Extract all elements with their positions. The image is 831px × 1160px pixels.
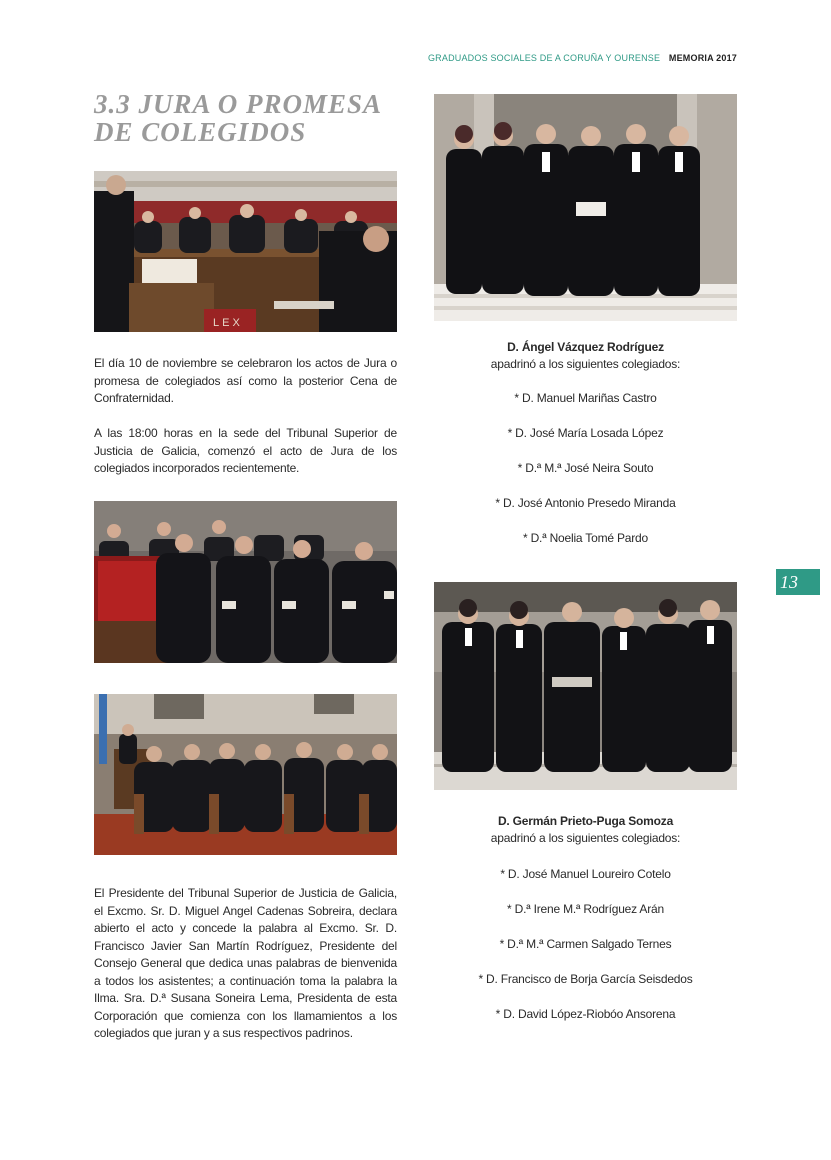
header-report: MEMORIA 2017 bbox=[668, 53, 737, 63]
member-list-1 bbox=[434, 390, 737, 565]
sponsor-name: D. Ángel Vázquez Rodríguez bbox=[507, 340, 664, 354]
photo-group-vazquez bbox=[434, 94, 737, 321]
sponsor-block-1 bbox=[434, 339, 737, 373]
header-organization: GRADUADOS SOCIALES DE A CORUÑA Y OURENSE bbox=[427, 53, 661, 63]
section-title: 3.3 JURA O PROMESA DE COLEGIDOS bbox=[94, 89, 381, 147]
list-item: * D. Manuel Mariñas Castro bbox=[514, 391, 657, 405]
photo-dignitaries-seated bbox=[94, 501, 397, 663]
list-item: * D. Francisco de Borja García Seisdedos bbox=[478, 972, 693, 986]
sponsor-caption: apadrinó a los siguientes colegiados: bbox=[490, 357, 681, 371]
page-number: 13 bbox=[776, 569, 820, 595]
list-item: * D.ª M.ª Carmen Salgado Ternes bbox=[499, 937, 672, 951]
list-item: * D. David López-Riobóo Ansorena bbox=[495, 1007, 676, 1021]
ceremony-paragraph: El Presidente del Tribunal Superior de Justicia de Galicia, el Excmo. Sr. D. Miguel Angel Cadenas Sobreira, declara abierto el acto y concede la palabra al Excmo. Sr. D. Francisco Javier San Martín Rodríguez, Presidente del Consejo General que dedica unas palabras de bienvenida a todos los asistentes; a continuación toma la palabra la Ilma. Sra. D.ª Susana Soneira Lema, Presidenta de esta Corporación que comienza con los llamamientos a los colegiados que juran y a sus respectivos padrinos. bbox=[94, 886, 397, 1040]
photo-tribunal-podium bbox=[94, 171, 397, 332]
photo-group-prieto bbox=[434, 582, 737, 790]
sponsor-block-2 bbox=[434, 813, 737, 847]
list-item: * D.ª M.ª José Neira Souto bbox=[517, 461, 654, 475]
list-item: * D.ª Irene M.ª Rodríguez Arán bbox=[507, 902, 664, 916]
list-item: * D. José Antonio Presedo Miranda bbox=[495, 496, 676, 510]
venue-paragraph: A las 18:00 horas en la sede del Tribunal Superior de Justicia de Galicia, comenzó el acto de Jura de los colegiados incorporados recientemente. bbox=[94, 426, 397, 475]
photo-hall-attendees bbox=[94, 694, 397, 855]
lex-sign-text: LEX bbox=[213, 317, 243, 329]
intro-paragraph: El día 10 de noviembre se celebraron los actos de Jura o promesa de colegiados así como la posterior Cena de Confraternidad. bbox=[94, 356, 397, 405]
sponsor-caption: apadrinó a los siguientes colegiados: bbox=[490, 831, 681, 845]
sponsor-name: D. Germán Prieto-Puga Somoza bbox=[497, 814, 674, 828]
member-list-2 bbox=[434, 866, 737, 1041]
running-header bbox=[428, 53, 737, 63]
list-item: * D. José Manuel Loureiro Cotelo bbox=[500, 867, 671, 881]
list-item: * D. José María Losada López bbox=[507, 426, 664, 440]
list-item: * D.ª Noelia Tomé Pardo bbox=[522, 531, 648, 545]
